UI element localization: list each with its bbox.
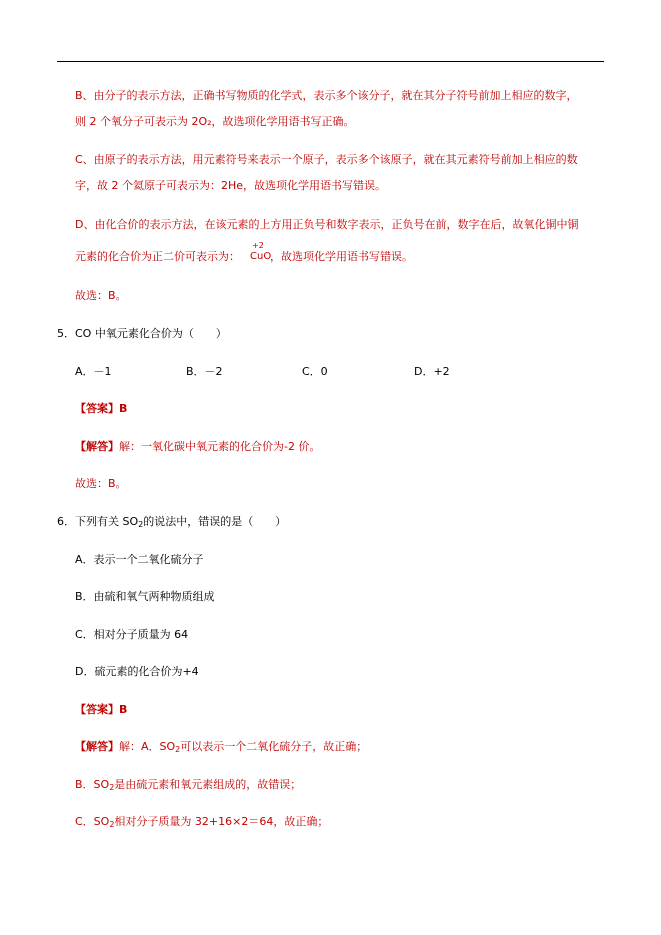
q5-choice: 故选：B。 — [75, 477, 127, 490]
explanation-b-line2: 则 2 个氧分子可表示为 2O₂，故选项化学用语书写正确。 — [75, 115, 355, 128]
q6-analysis-a-post: 可以表示一个二氧化硫分子，故正确； — [180, 740, 368, 753]
q6-option-a: A．表示一个二氧化硫分子 — [75, 553, 204, 566]
explanation-b-line1: B、由分子的表示方法，正确书写物质的化学式，表示多个该分子，就在其分子符号前加上相应的数字， — [75, 89, 578, 102]
q6-stem-post: 的说法中，错误的是（ ） — [143, 515, 287, 528]
q6-analysis-tag: 【解答】 — [75, 740, 119, 753]
q6-analysis-c-post: 相对分子质量为 32+16×2＝64，故正确； — [114, 815, 329, 828]
q6-analysis-c-pre: C．SO — [75, 815, 110, 828]
q5-option-b: B．－2 — [186, 365, 223, 378]
q5-answer-value: B — [119, 402, 128, 415]
q5-analysis — [75, 440, 320, 454]
q6-analysis-b — [75, 778, 301, 792]
q6-answer-value: B — [119, 703, 128, 716]
explanation-d-line1: D、由化合价的表示方法，在该元素的上方用正负号和数字表示，正负号在前，数字在后，故氧化铜中铜 — [75, 218, 579, 231]
valence-mark: +2 — [252, 241, 264, 250]
q5-analysis-text: 解：一氧化碳中氧元素的化合价为-2 价。 — [119, 440, 321, 453]
q6-analysis-c-sub: 2 — [109, 820, 115, 829]
q6-analysis-a-sub: 2 — [175, 745, 181, 754]
q4-choice: 故选：B。 — [75, 289, 127, 302]
q6-option-b: B．由硫和氧气两种物质组成 — [75, 590, 215, 603]
q6-stem-pre: 6．下列有关 SO — [57, 515, 139, 528]
q6-stem-sub: 2 — [138, 520, 144, 529]
q6-analysis-b-sub: 2 — [109, 783, 115, 792]
q5-option-d: D．+2 — [414, 365, 450, 378]
q5-option-a: A．－1 — [75, 365, 112, 378]
q6-analysis-b-post: 是由硫元素和氧元素组成的，故错误； — [114, 778, 302, 791]
header-rule — [57, 61, 604, 62]
q5-option-c: C．0 — [302, 365, 328, 378]
q6-analysis-b-pre: B．SO — [75, 778, 110, 791]
q5-answer — [75, 402, 127, 416]
q5-answer-tag: 【答案】 — [75, 402, 119, 415]
q6-answer-tag: 【答案】 — [75, 703, 119, 716]
q5-analysis-tag: 【解答】 — [75, 440, 119, 453]
q6-analysis-c — [75, 815, 328, 829]
q6-option-d: D．硫元素的化合价为+4 — [75, 665, 199, 678]
q6-answer — [75, 703, 127, 717]
explanation-c-line1: C、由原子的表示方法，用元素符号来表示一个原子，表示多个该原子，就在其元素符号前加上相应的数 — [75, 153, 578, 166]
explanation-d-line2 — [75, 250, 413, 264]
q6-option-c: C．相对分子质量为 64 — [75, 628, 189, 641]
explanation-d-text-post: ，故选项化学用语书写错误。 — [270, 250, 413, 263]
q6-stem — [57, 515, 286, 529]
explanation-d-text-pre: 元素的化合价为正二价可表示为： — [75, 250, 240, 263]
q6-analysis-a-pre: 解：A．SO — [119, 740, 176, 753]
explanation-c-line2: 字，故 2 个氦原子可表示为：2He，故选项化学用语书写错误。 — [75, 179, 387, 192]
q5-stem: 5．CO 中氧元素化合价为（ ） — [57, 327, 227, 340]
q6-analysis-a — [75, 740, 367, 754]
copper-oxide-formula: CuO — [250, 251, 272, 262]
